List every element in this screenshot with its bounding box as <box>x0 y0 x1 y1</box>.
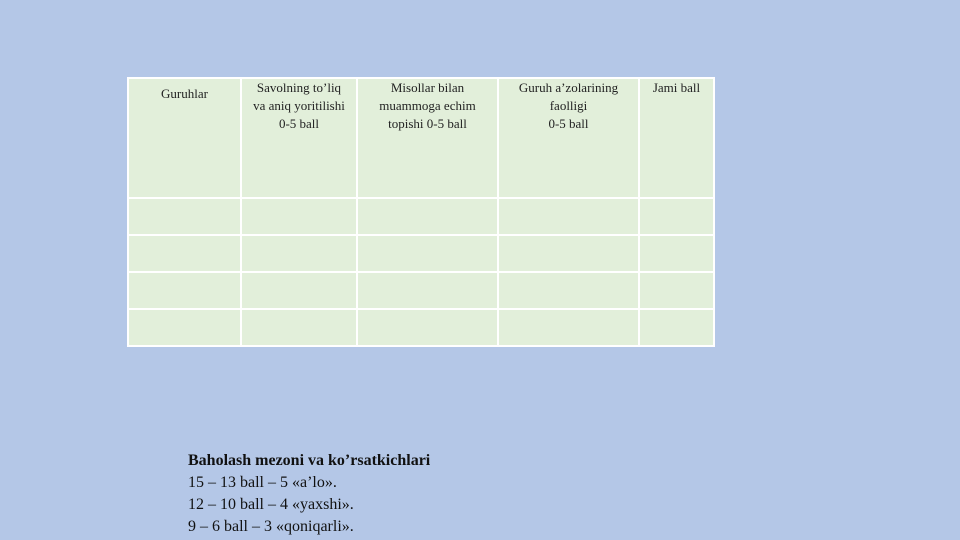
criteria-title: Baholash mezoni va ko’rsatkichlari <box>188 452 431 469</box>
table-cell[interactable] <box>498 198 639 235</box>
header-cell-question-coverage: Savolning to’liq va aniq yoritilishi 0-5 ball <box>241 78 357 198</box>
table-header-row <box>128 78 714 198</box>
table-cell[interactable] <box>498 309 639 346</box>
table-cell[interactable] <box>498 272 639 309</box>
table-cell[interactable] <box>241 272 357 309</box>
table-cell[interactable] <box>639 272 714 309</box>
criteria-line: 9 – 6 ball – 3 «qoniqarli». <box>188 518 354 535</box>
evaluation-table <box>127 77 715 347</box>
table-cell[interactable] <box>639 235 714 272</box>
table-cell[interactable] <box>357 198 498 235</box>
table-cell[interactable] <box>357 272 498 309</box>
table-cell[interactable] <box>128 235 241 272</box>
header-cell-examples-solution: Misollar bilan muammoga echim topishi 0-5 ball <box>357 78 498 198</box>
table-cell[interactable] <box>128 198 241 235</box>
table-row <box>128 272 714 309</box>
table-cell[interactable] <box>498 235 639 272</box>
table-row <box>128 198 714 235</box>
table-cell[interactable] <box>357 309 498 346</box>
table-cell[interactable] <box>128 309 241 346</box>
table-cell[interactable] <box>241 309 357 346</box>
header-cell-total: Jami ball <box>639 78 714 198</box>
criteria-line: 15 – 13 ball – 5 «a’lo». <box>188 474 337 491</box>
table-cell[interactable] <box>128 272 241 309</box>
table-cell[interactable] <box>357 235 498 272</box>
table-cell[interactable] <box>241 198 357 235</box>
table-cell[interactable] <box>241 235 357 272</box>
header-cell-groups: Guruhlar <box>128 78 241 198</box>
table-cell[interactable] <box>639 309 714 346</box>
table-row <box>128 309 714 346</box>
criteria-line: 12 – 10 ball – 4 «yaxshi». <box>188 496 354 513</box>
grading-criteria <box>188 450 430 538</box>
header-cell-member-activity: Guruh a’zolarining faolligi 0-5 ball <box>498 78 639 198</box>
table-cell[interactable] <box>639 198 714 235</box>
table-row <box>128 235 714 272</box>
